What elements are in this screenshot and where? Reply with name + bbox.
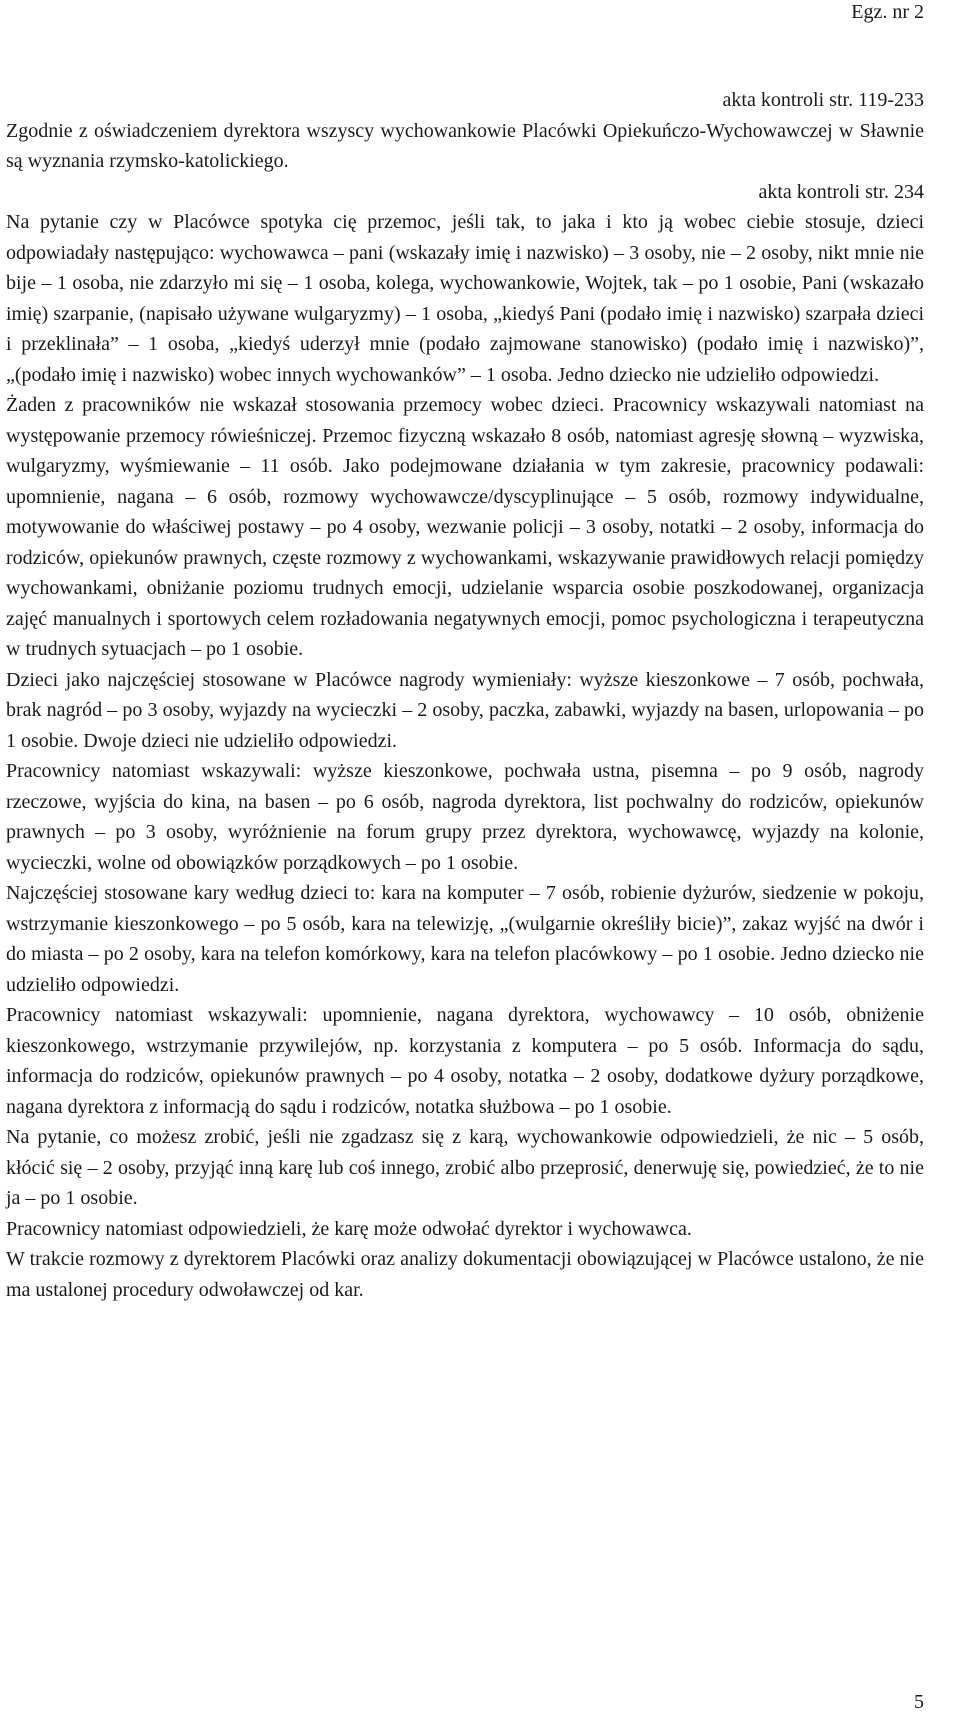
paragraph-staff-appeal: Pracownicy natomiast odpowiedzieli, że karę może odwołać dyrektor i wychowawca. xyxy=(6,1217,692,1240)
paragraph-staff-violence: Żaden z pracowników nie wskazał stosowania przemocy wobec dzieci. Pracownicy wskazywali natomiast na występowanie przemocy rówieśniczej. Przemoc fizyczną wskazało 8 osób, natomiast agresję słowną – wyzwiska, wulgaryzmy, wyśmiewanie – 11 osób. Jako podejmowane działania w tym zakresie, pracownicy podawali: upomnienie, nagana – 6 osób, rozmowy wychowawcze/dyscyplinujące – 5 osób, rozmowy indywidualne, motywowanie do właściwej postawy – po 4 osoby, wezwanie policji – 3 osoby, notatki – 2 osoby, informacja do rodziców, opiekunów prawnych, częste rozmowy z wychowankami, wskazywanie prawidłowych relacji pomiędzy wychowankami, obniżanie poziomu trudnych emocji, udzielanie wsparcia osobie poszkodowanej, organizacja zajęć manualnych i sportowych celem rozładowania negatywnych emocji, pomoc psychologiczna i terapeutyczna w trudnych sytuacjach – po 1 osobie. xyxy=(6,394,924,660)
paragraph-children-appeal: Na pytanie, co możesz zrobić, jeśli nie zgadzasz się z karą, wychowankowie odpowiedzieli, że nic – 5 osób, kłócić się – 2 osoby, przyjąć inną karę lub coś innego, zrobić albo przeprosić, denerwuję się, powiedzieć, że to nie ja – po 1 osobie. xyxy=(6,1126,924,1209)
paragraph-appeal-procedure: W trakcie rozmowy z dyrektorem Placówki oraz analizy dokumentacji obowiązującej w Placówce ustalono, że nie ma ustalonej procedury odwoławczej od kar. xyxy=(6,1248,924,1301)
paragraph-children-violence: Na pytanie czy w Placówce spotyka cię przemoc, jeśli tak, to jaka i kto ją wobec ciebie stosuje, dzieci odpowiadały następująco: wychowawca – pani (wskazały imię i nazwisko) – 3 osoby, nie – 2 osoby, nikt mnie nie bije – 1 osoba, nie zdarzyło mi się – 1 osoba, kolega, wychowankowie, Wojtek, tak – po 1 osobie, Pani (wskazało imię) szarpanie, (napisało używane wulgaryzmy) – 1 osoba, „kiedyś Pani (podało imię i nazwisko) szarpała dzieci i przeklinała” – 1 osoba, „kiedyś uderzył mnie (podało zajmowane stanowisko) (podało imię i nazwisko)”, „(podało imię i nazwisko) wobec innych wychowanków” – 1 osoba. Jedno dziecko nie udzieliło odpowiedzi. xyxy=(6,211,924,386)
document-body xyxy=(6,85,924,1305)
file-reference-1: akta kontroli str. 119-233 xyxy=(722,89,924,111)
file-reference-2: akta kontroli str. 234 xyxy=(758,180,924,203)
paragraph-children-rewards: Dzieci jako najczęściej stosowane w Placówce nagrody wymieniały: wyższe kieszonkowe – 7 osób, pochwała, brak nagród – po 3 osoby, wyjazdy na wycieczki – 2 osoby, paczka, zabawki, wyjazdy na basen, urlopowania – po 1 osobie. Dwoje dzieci nie udzieliło odpowiedzi. xyxy=(6,668,924,752)
document-page xyxy=(6,0,924,1726)
paragraph-staff-rewards: Pracownicy natomiast wskazywali: wyższe kieszonkowe, pochwała ustna, pisemna – po 9 osób, nagrody rzeczowe, wyjścia do kina, na basen – po 6 osób, nagroda dyrektora, list pochwalny do rodziców, opiekunów prawnych – po 3 osoby, wyróżnienie na forum grupy przez dyrektora, wychowawcę, wyjazdy na kolonie, wycieczki, wolne od obowiązków porządkowych – po 1 osobie. xyxy=(6,760,924,874)
page-number: 5 xyxy=(914,1691,924,1713)
paragraph-staff-punishments: Pracownicy natomiast wskazywali: upomnienie, nagana dyrektora, wychowawcy – 10 osób, obniżenie kieszonkowego, wstrzymanie przywilejów, np. korzystania z komputera – po 5 osób. Informacja do sądu, informacja do rodziców, opiekunów prawnych – po 4 osoby, notatka – 2 osoby, dodatkowe dyżury porządkowe, nagana dyrektora z informacją do sądu i rodziców, notatka służbowa – po 1 osobie. xyxy=(6,1004,924,1118)
copy-number: Egz. nr 2 xyxy=(851,1,924,23)
paragraph-children-punishments: Najczęściej stosowane kary według dzieci to: kara na komputer – 7 osób, robienie dyżurów, siedzenie w pokoju, wstrzymanie kieszonkowego – po 5 osób, kara na telewizję, „(wulgarnie określiły bicie)”, zakaz wyjść na dwór i do miasta – po 2 osoby, kara na telefon komórkowy, kara na telefon placówkowy – po 1 osobie. Jedno dziecko nie udzieliło odpowiedzi. xyxy=(6,882,924,996)
paragraph-religion: Zgodnie z oświadczeniem dyrektora wszyscy wychowankowie Placówki Opiekuńczo-Wychowawczej w Sławnie są wyznania rzymsko-katolickiego. xyxy=(6,119,924,172)
